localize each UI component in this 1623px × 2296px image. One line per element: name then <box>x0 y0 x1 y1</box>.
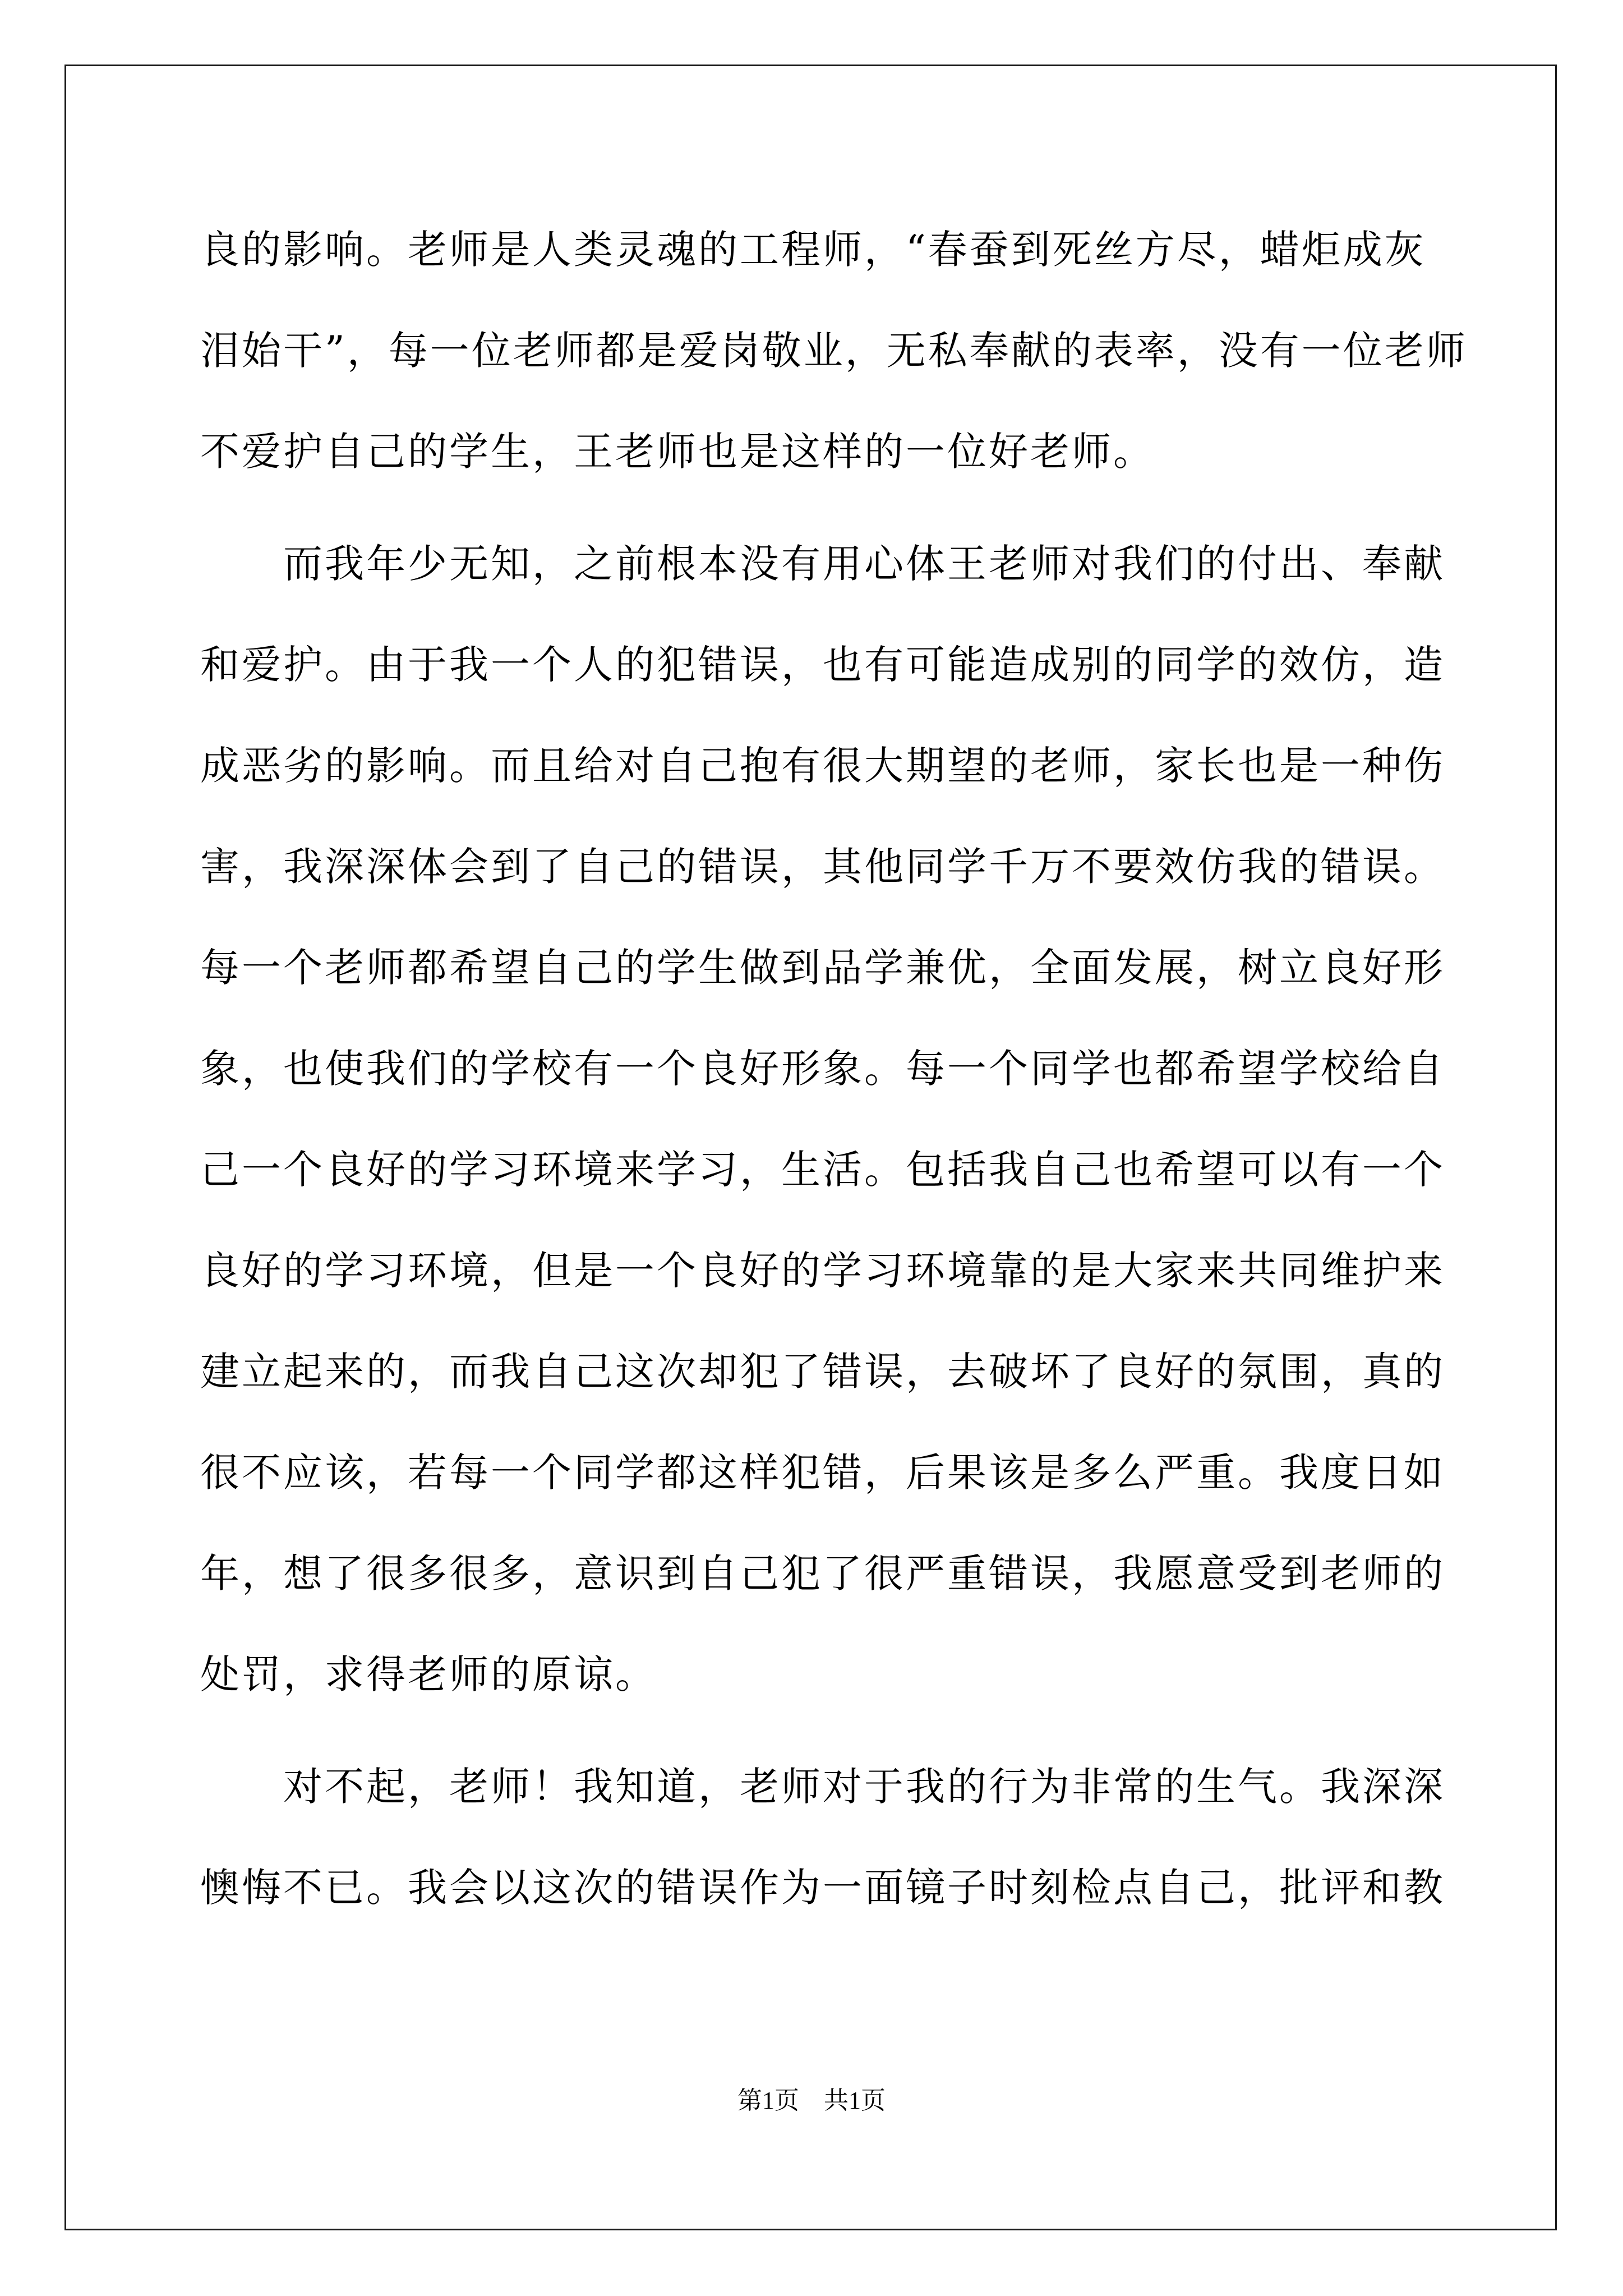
text-line: 建立起来的，而我自己这次却犯了错误，去破坏了良好的氛围，真的 <box>200 1349 1445 1395</box>
text-line: 而我年少无知，之前根本没有用心体王老师对我们的付出、奉献 <box>200 541 1445 587</box>
text-line: 和爱护。由于我一个人的犯错误，也有可能造成别的同学的效仿，造 <box>200 642 1445 688</box>
text-line: 每一个老师都希望自己的学生做到品学兼优，全面发展，树立良好形 <box>200 945 1445 991</box>
text-line: 良的影响。老师是人类灵魂的工程师，“春蚕到死丝方尽，蜡炬成灰 <box>200 227 1426 273</box>
text-line: 己一个良好的学习环境来学习，生活。包括我自己也希望可以有一个 <box>200 1147 1445 1193</box>
text-line: 年，想了很多很多，意识到自己犯了很严重错误，我愿意受到老师的 <box>200 1550 1445 1596</box>
text-line: 处罚，求得老师的原谅。 <box>200 1651 657 1697</box>
page-footer <box>0 2084 1623 2118</box>
page-total: 共1页 <box>824 2087 886 2114</box>
page-number: 第1页 <box>737 2087 799 2114</box>
text-line: 害，我深深体会到了自己的错误，其他同学千万不要效仿我的错误。 <box>200 844 1445 890</box>
text-line: 象，也使我们的学校有一个良好形象。每一个同学也都希望学校给自 <box>200 1046 1445 1092</box>
text-line: 对不起，老师！我知道，老师对于我的行为非常的生气。我深深 <box>200 1764 1445 1810</box>
text-line: 不爱护自己的学生，王老师也是这样的一位好老师。 <box>200 429 1155 475</box>
text-line: 良好的学习环境，但是一个良好的学习环境靠的是大家来共同维护来 <box>200 1248 1445 1294</box>
text-line: 成恶劣的影响。而且给对自己抱有很大期望的老师，家长也是一种伤 <box>200 743 1445 789</box>
text-line: 泪始干”，每一位老师都是爱岗敬业，无私奉献的表率，没有一位老师 <box>200 328 1468 374</box>
text-line: 很不应该，若每一个同学都这样犯错，后果该是多么严重。我度日如 <box>200 1450 1445 1496</box>
text-line: 懊悔不已。我会以这次的错误作为一面镜子时刻检点自己，批评和教 <box>200 1865 1445 1911</box>
